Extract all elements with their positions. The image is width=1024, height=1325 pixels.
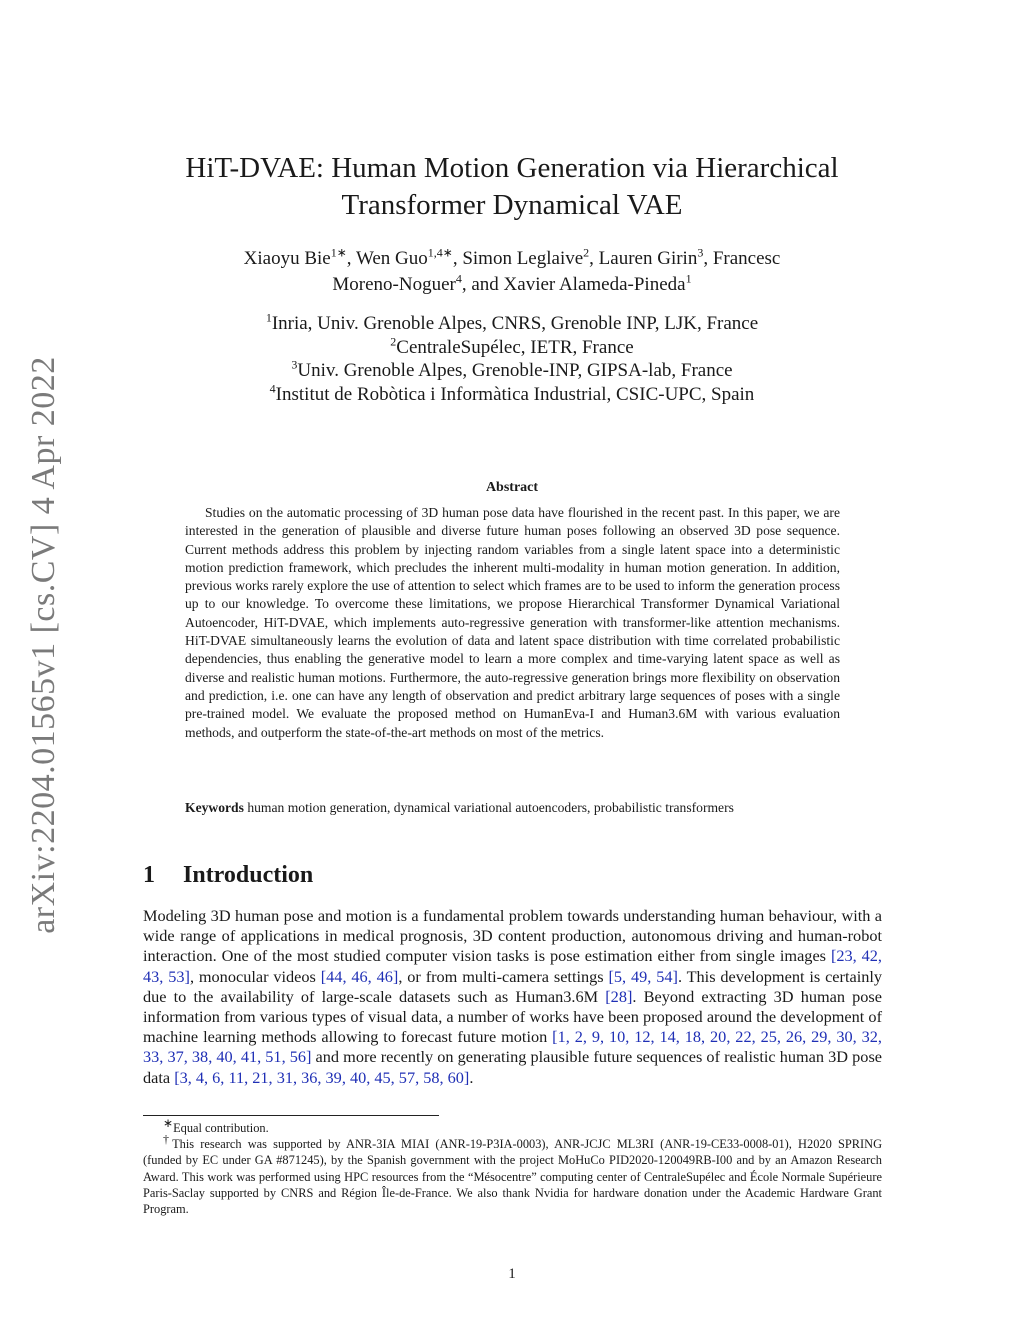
abstract-heading: Abstract [485,480,539,495]
citation-link[interactable]: [23, 42, 43, 53] [143,946,882,986]
citation-link[interactable]: [5, 49, 54] [608,966,678,986]
footnote-mark: ∗ [163,1115,174,1130]
arxiv-identifier: arXiv:2204.01565v1 [cs.CV] 4 Apr 2022 [25,356,62,934]
keywords-text: human motion generation, dynamical variational autoencoders, probabilistic transformers [247,800,734,815]
author-name: Xiaoyu Bie [243,248,331,269]
author-name: , Simon Leglaive [452,248,584,269]
author-name: Moreno-Noguer [332,274,456,295]
author-affil-mark: 4 [455,271,462,286]
author-name: , and Xavier Alameda-Pineda [461,274,686,295]
intro-text: Modeling 3D human pose and motion is a fundamental problem towards understanding human behaviour, with a wide range of applications in medical prognosis, 3D content production, autonomous driving and human-robot interaction. One of the most studied computer vision tasks is pose estimation either from single images [143,906,882,966]
affiliation-text: Univ. Grenoble Alpes, Grenoble-INP, GIPSA-lab, France [297,360,733,381]
footnote-text: Equal contribution. [173,1121,269,1135]
author-line-2 [100,272,924,298]
author-affil-mark: 1∗ [330,245,347,260]
citation-link[interactable]: [28] [605,986,633,1006]
affiliation [100,336,924,360]
citation-link[interactable]: [44, 46, 46] [320,966,399,986]
affiliation [100,359,924,383]
footnotes [143,1115,883,1217]
author-line-1 [100,246,924,272]
intro-text: . [469,1067,474,1087]
footnote-text: This research was supported by ANR-3IA MIAI (ANR-19-P3IA-0003), ANR-JCJC ML3RI (ANR-19-CE33-0008-01), H2020 SPRING (funded by EC under GA #871245), by the Spanish government with the project MoHuCo PID2020-120049RB-I00 and by an Amazon Research Award. This work was performed using HPC resources from the “Mésocentre” computing center of CentraleSupélec and École Normale Supérieure Paris-Saclay supported by CNRS and Région Île-de-France. We also thank Nvidia for hardware donation under the Academic Hardware Grant Program. [143,1137,883,1217]
introduction-paragraph [143,906,882,1088]
affiliation-mark: 3 [291,357,298,372]
intro-text: . This development is certainly due to the availability of large-scale datasets such as Human3.6M [143,966,883,1006]
author-affil-mark: 3 [697,245,704,260]
affiliation-mark: 2 [390,334,397,349]
author-name: , Lauren Girin [589,248,698,269]
affiliation-text: Inria, Univ. Grenoble Alpes, CNRS, Grenoble INP, LJK, France [271,313,759,334]
arxiv-sidebar [0,0,80,1325]
footnote-equal-contribution [143,1115,882,1136]
intro-text: . Beyond extracting 3D human pose information from various types of visual data, a number of works have been proposed around the development of machine learning methods allowing to forecast future motion [143,986,882,1047]
intro-text: and more recently on generating plausible future sequences of realistic human 3D pose data [143,1047,883,1087]
intro-text: , or from multi-camera settings [398,966,609,986]
affiliation [100,383,924,407]
section-heading [143,862,313,889]
keywords [185,799,840,817]
affiliation-mark: 1 [265,310,272,325]
author-name: , Francesc [703,248,781,269]
affiliation-text: Institut de Robòtica i Informàtica Industrial, CSIC-UPC, Spain [275,383,755,405]
affiliation-mark: 4 [269,381,276,396]
section-title: Introduction [183,862,314,888]
affiliation-text: CentraleSupélec, IETR, France [396,336,634,358]
citation-link[interactable]: [3, 4, 6, 11, 21, 31, 36, 39, 40, 45, 57, 58, 60] [174,1067,470,1087]
footnote-rule [143,1115,439,1116]
title-line-2: Transformer Dynamical VAE [341,189,683,221]
intro-text: , monocular videos [189,966,321,986]
affiliation-list [100,312,924,406]
page-number: 1 [508,1266,516,1282]
affiliation [100,312,924,336]
author-affil-mark: 1 [685,271,692,286]
author-name: , Wen Guo [346,248,428,269]
citation-link[interactable]: [1, 2, 9, 10, 12, 14, 18, 20, 22, 25, 26, 29, 30, 32, 33, 37, 38, 40, 41, 51, 56] [143,1027,882,1067]
author-list [100,246,924,298]
keywords-label: Keywords [185,800,244,815]
author-affil-mark: 2 [583,245,590,260]
section-number: 1 [143,862,155,888]
title-line-1: HiT-DVAE: Human Motion Generation via Hierarchical [185,152,839,184]
abstract-body: Studies on the automatic processing of 3D human pose data have flourished in the recent past. In this paper, we are interested in the generation of plausible and diverse future human poses following an observed 3D pose sequence. Current methods address this problem by injecting random variables from a single latent space into a deterministic motion prediction framework, which precludes the inherent multi-modality in human motion generation. In addition, previous works rarely explore the use of attention to select which frames are to be used to inform the generation process up to our knowledge. To overcome these limitations, we propose Hierarchical Transformer Dynamical Variational Autoencoder, HiT-DVAE, which implements auto-regressive generation with transformer-like attention mechanisms. HiT-DVAE simultaneously learns the evolution of data and latent space distribution with time correlated probabilistic dependencies, thus enabling the generative model to learn a more complex and time-varying latent space as well as diverse and realistic human motions. Furthermore, the auto-regressive generation brings more flexibility on observation and prediction, i.e. one can have any length of observation and predict arbitrary large sequences of poses with a single pre-trained model. We evaluate the proposed method on HumanEva-I and Human3.6M with various evaluation methods, and outperform the state-of-the-art methods on most of the metrics. [185,505,840,740]
footnote-funding [143,1132,883,1217]
footnote-mark: † [163,1132,173,1147]
paper-title [100,150,924,224]
author-affil-mark: 1,4∗ [427,245,453,260]
